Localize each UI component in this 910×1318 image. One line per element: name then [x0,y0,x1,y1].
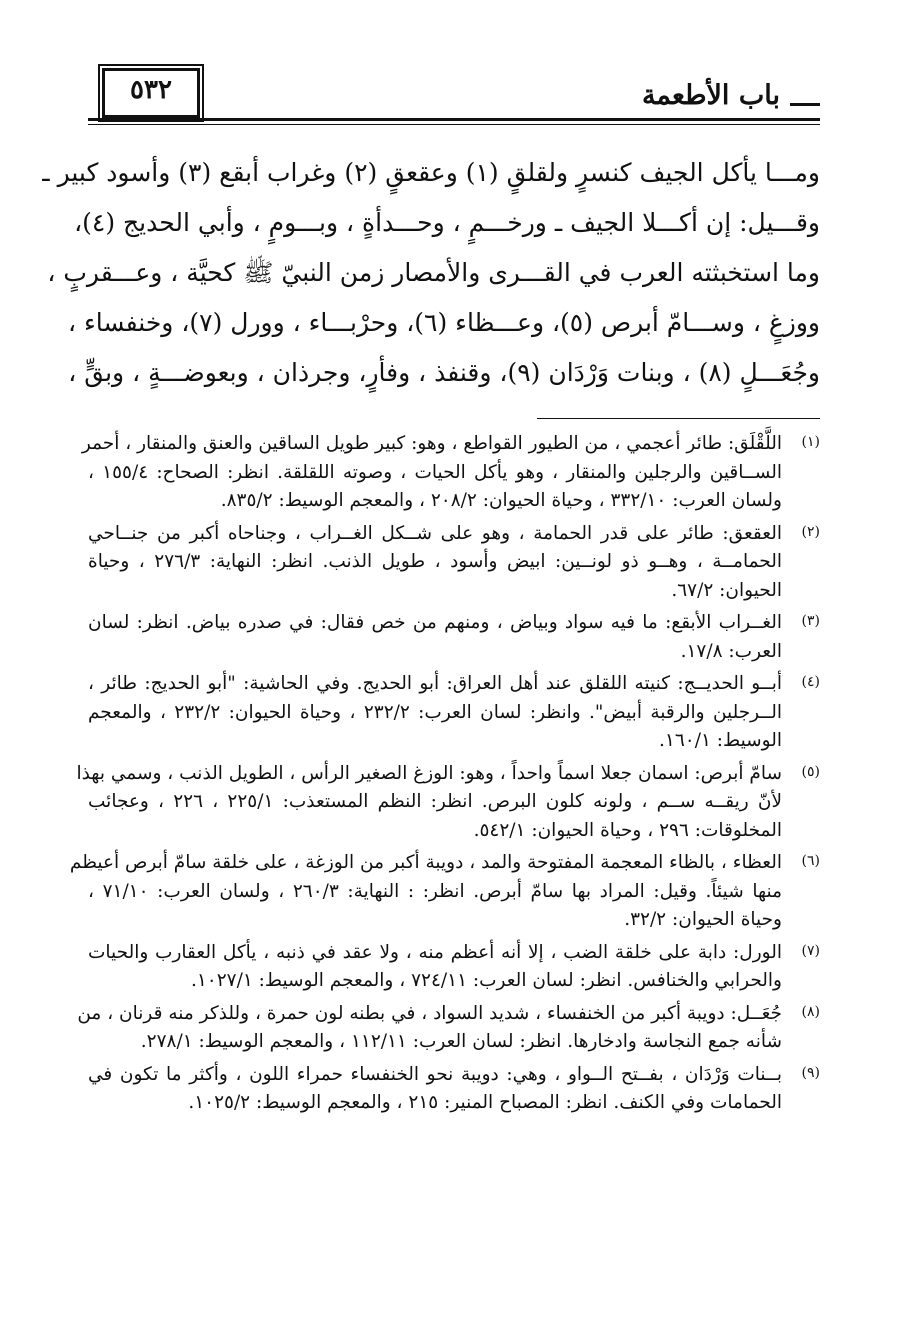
footnotes [69,430,820,1122]
footnote-line: العرب: ١٧/٨. [680,640,782,662]
footnote-number: (٥) [801,763,820,780]
main-text-line: وجُعَـــلٍ (٨) ، وبنات وَرْدَان (٩)، وقنفذ ، وفأرٍ، وجرذان ، وبعوضـــةٍ ، وبقٍّ ، [68,358,820,387]
footnote-line: الســاقين والرجلين والمنقار ، وهو يأكل الحيات ، وصوته اللقلقة. انظر: الصحاح: ١٥٥/٤ ، [88,461,783,483]
page-header [88,68,820,130]
chapter-title-dash [790,103,820,106]
page-number-box [102,68,200,118]
main-text-line: وقـــيل: إن أكـــلا الجيف ـ ورخـــمٍ ، وحـــدأةٍ ، وبـــومٍ ، وأبي الحديج (٤)، [74,208,820,237]
footnote-4 [88,670,820,756]
footnote-line: الغــراب الأبقع: ما فيه سواد وبياض ، ومنهم من خص فقال: في صدره بياض. انظر: لسان [88,612,782,633]
footnote-number: (٧) [801,942,820,959]
footnote-line: الــرجلين والرقبة أبيض". وانظر: لسان العرب: ٢٣٢/٢ ، وحياة الحيوان: ٢٣٢/٢ ، والمعجم [88,701,783,723]
header-rule-thick [88,118,820,121]
footnote-8 [77,1000,820,1057]
footnote-5 [76,760,820,846]
footnote-line: سامّ أبرص: اسمان جعلا اسماً واحداً ، وهو: الوزغ الصغير الرأس ، الطويل الذنب ، وسمي بهذا [76,762,782,784]
footnote-2 [88,520,820,606]
footnote-number: (١) [801,434,820,450]
header-rule-thin [88,124,820,125]
footnote-separator [537,418,820,419]
footnote-line: شأنه جمع النجاسة وادخارها. انظر: لسان العرب: ١١٢/١١ ، والمعجم الوسيط: ٢٧٨/١. [140,1031,782,1052]
footnote-line: لأنّ ريقــه ســم ، ولونه كلون البرص. انظر: النظم المستعذب: ٢٢٥/١ ، ٢٢٦ ، وعجائب [88,791,782,812]
footnote-number: (٦) [801,853,820,869]
footnote-number: (٣) [801,613,820,629]
footnote-line: المخلوقات: ٢٩٦ ، وحياة الحيوان: ٥٤٢/١. [473,819,782,841]
footnote-number: (٢) [801,523,820,540]
footnote-line: منها شيئاً. وقيل: المراد بها سامّ أبرص. انظر: : النهاية: ٢٦٠/٣ ، ولسان العرب: ٧١/١٠ ، [88,880,782,902]
footnote-1 [81,430,820,516]
main-text-line: وما استخبثته العرب في القـــرى والأمصار زمن النبيّ ﷺ كحيَّة ، وعـــقربٍ ، [47,258,820,287]
page-number: ٥٣٢ [130,75,172,105]
footnote-line: والحرابي والخنافس. انظر: لسان العرب: ٧٢٤/١١ ، والمعجم الوسيط: ١٠٢٧/١. [190,970,782,991]
footnote-line: أبــو الحديــج: كنيته اللقلق عند أهل العراق: أبو الحديج. وفي الحاشية: "أبو الحديج: طائر ، [88,673,782,694]
main-text-line: ووزغٍ ، وســـامّ أبرص (٥)، وعـــظاء (٦)، وحرْبـــاء ، وورل (٧)، وخنفساء ، [67,308,820,337]
footnote-line: الحمامــة ، وهــو ذو لونــين: ابيض وأسود ، طويل الذنب. انظر: النهاية: ٢٧٦/٣ ، وحياة [88,551,783,572]
footnote-6 [69,849,820,935]
footnote-line: ولسان العرب: ٣٣٢/١٠ ، وحياة الحيوان: ٢٠٨/٢ ، والمعجم الوسيط: ٨٣٥/٢. [220,490,782,511]
footnote-9 [88,1061,820,1118]
main-text-line: ومـــا يأكل الجيف كنسرٍ ولقلقٍ (١) وعقعقٍ (٢) وغراب أبقع (٣) وأسود كبير ـ [42,158,820,187]
footnote-line: الحيوان: ٦٧/٢. [671,579,782,601]
chapter-title: باب الأطعمة [636,80,786,111]
footnote-3 [88,609,820,666]
footnote-line: اللَّقْلَق: طائر أعجمي ، من الطيور القواطع ، وهو: كبير طويل الساقين والعنق والمنقار ، أحمر [81,433,782,454]
footnote-line: العظاء ، بالظاء المعجمة المفتوحة والمد ، دويبة أكبر من الوزغة ، على خلقة سامّ أبرص أعيظم [69,852,782,873]
footnote-line: جُعَــل: دويبة أكبر من الخنفساء ، شديد السواد ، في بطنه لون حمرة ، وللذكر منه قرنان ، من [77,1002,782,1024]
footnote-number: (٩) [801,1064,820,1081]
footnote-line: وحياة الحيوان: ٣٢/٢. [624,909,782,930]
footnote-7 [88,939,820,996]
footnote-line: العقعق: طائر على قدر الحمامة ، وهو على شــكل الغــراب ، وجناحاه أكبر من جنــاحي [88,522,782,544]
footnote-line: بــنات وَرْدَان ، بفــتح الــواو ، وهي: دويبة نحو الخنفساء حمراء اللون ، وأكثر ما تكون في [88,1063,782,1085]
footnote-number: (٤) [801,674,820,690]
footnote-line: الورل: دابة على خلقة الضب ، إلا أنه أعظم منه ، ولا عقد في ذنبه ، يأكل العقارب والحيات [88,941,782,963]
main-text [42,148,820,398]
footnote-number: (٨) [801,1003,820,1020]
footnote-line: الحمامات وفي الكنف. انظر: المصباح المنير: ٢١٥ ، والمعجم الوسيط: ١٠٢٥/٢. [188,1092,782,1113]
footnote-line: الوسيط: ١٦٠/١. [659,730,782,751]
